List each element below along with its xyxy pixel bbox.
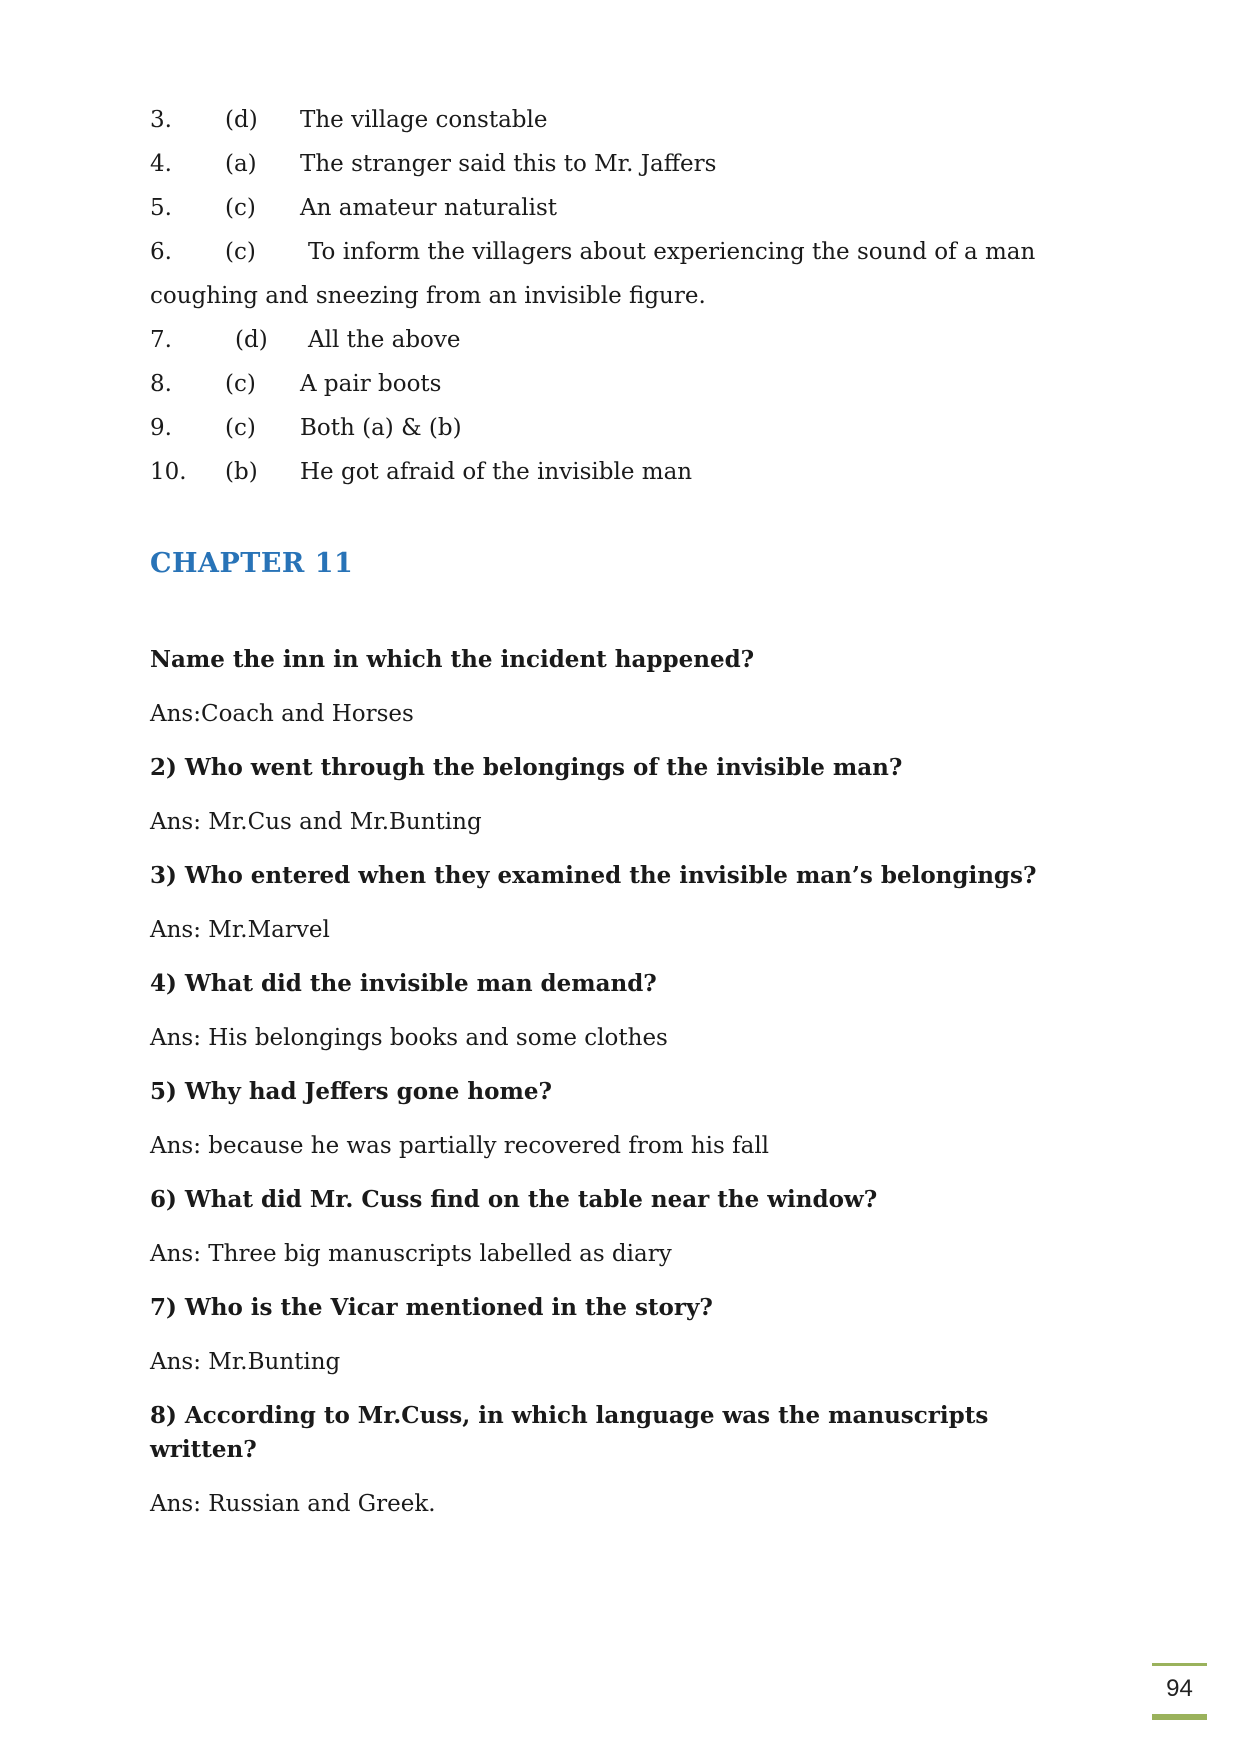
mcq-option: (c): [225, 239, 256, 265]
mcq-answer-list: [150, 98, 1100, 494]
mcq-number: 4.: [150, 151, 172, 177]
question-text: 7) Who is the Vicar mentioned in the story?: [150, 1294, 713, 1321]
mcq-answer-row: [150, 142, 1100, 186]
mcq-number: 9.: [150, 415, 172, 441]
question-text: 3) Who entered when they examined the invisible man’s belongings?: [150, 862, 1037, 889]
mcq-answer-text: He got afraid of the invisible man: [300, 459, 693, 485]
mcq-answer-text: An amateur naturalist: [300, 195, 557, 221]
answer-text: Ans: His belongings books and some clothes: [150, 1025, 668, 1051]
mcq-number: 10.: [150, 459, 187, 485]
mcq-number: 7.: [150, 327, 172, 353]
mcq-answer-row: [150, 450, 1100, 494]
mcq-option: (a): [225, 151, 257, 177]
mcq-answer-continuation: coughing and sneezing from an invisible figure.: [150, 283, 706, 309]
mcq-option: (d): [225, 107, 258, 133]
mcq-answer-row: [150, 230, 1100, 318]
question-text: 5) Why had Jeffers gone home?: [150, 1078, 552, 1105]
answer-text: Ans: Mr.Cus and Mr.Bunting: [150, 809, 482, 835]
mcq-answer-text: A pair boots: [300, 371, 442, 397]
mcq-number: 3.: [150, 107, 172, 133]
mcq-number: 6.: [150, 239, 172, 265]
mcq-number: 5.: [150, 195, 172, 221]
answer-text: Ans:Coach and Horses: [150, 701, 414, 727]
mcq-answer-text: The stranger said this to Mr. Jaffers: [300, 151, 717, 177]
mcq-option: (c): [225, 195, 256, 221]
mcq-answer-text: The village constable: [300, 107, 548, 133]
answer-text: Ans: because he was partially recovered from his fall: [150, 1133, 770, 1159]
answer-text: Ans: Russian and Greek.: [150, 1491, 436, 1517]
footer-accent-bar: [1152, 1714, 1207, 1720]
answer-text: Ans: Mr.Marvel: [150, 917, 330, 943]
question-text: 4) What did the invisible man demand?: [150, 970, 657, 997]
mcq-answer-row: [150, 98, 1100, 142]
question-text: 2) Who went through the belongings of the invisible man?: [150, 754, 903, 781]
mcq-answer-row: [150, 186, 1100, 230]
page-number: 94: [1152, 1663, 1207, 1716]
mcq-option: (b): [225, 459, 258, 485]
question-text: Name the inn in which the incident happened?: [150, 646, 755, 673]
mcq-answer-row: [150, 318, 1100, 362]
mcq-option: (c): [225, 371, 256, 397]
mcq-answer-text: All the above: [308, 327, 461, 353]
mcq-answer-text: To inform the villagers about experiencing the sound of a man: [308, 239, 1036, 265]
answer-text: Ans: Three big manuscripts labelled as diary: [150, 1241, 672, 1267]
mcq-answer-row: [150, 362, 1100, 406]
mcq-option: (d): [235, 327, 268, 353]
question-text: 8) According to Mr.Cuss, in which language was the manuscripts written?: [150, 1402, 989, 1463]
mcq-answer-text: Both (a) & (b): [300, 415, 462, 441]
mcq-option: (c): [225, 415, 256, 441]
mcq-answer-row: [150, 406, 1100, 450]
question-text: 6) What did Mr. Cuss find on the table near the window?: [150, 1186, 878, 1213]
answer-text: Ans: Mr.Bunting: [150, 1349, 341, 1375]
question-answer-list: [150, 643, 1090, 1541]
mcq-number: 8.: [150, 371, 172, 397]
chapter-heading: CHAPTER 11: [150, 548, 354, 579]
